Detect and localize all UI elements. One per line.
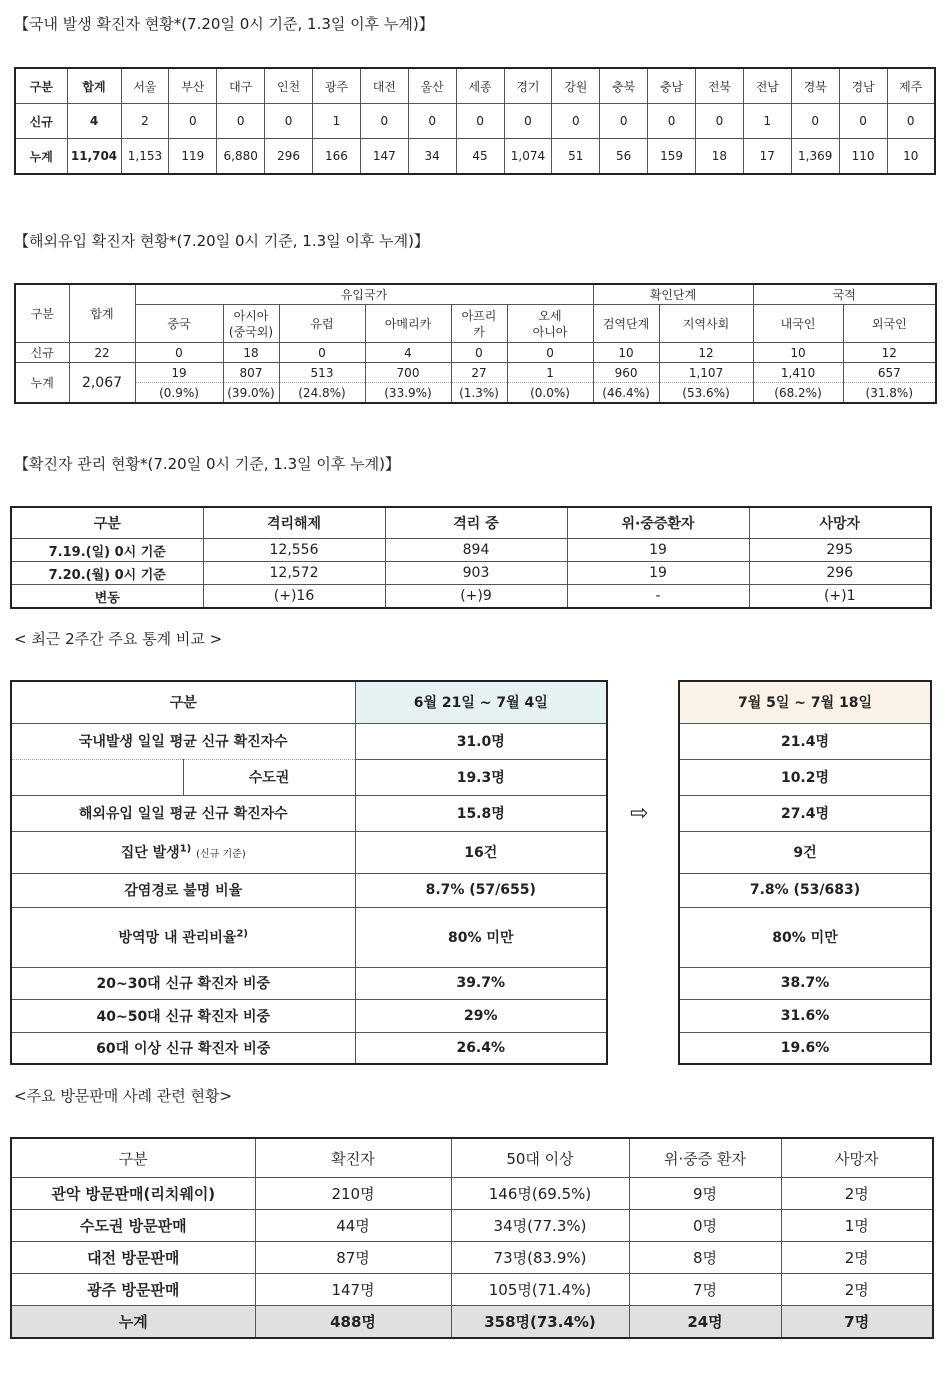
domestic-header-cell: 대구: [217, 68, 265, 104]
table-cell: 1: [313, 104, 361, 139]
table-row: [11, 1242, 933, 1274]
footnote-mark: 1): [179, 843, 192, 855]
table-cell: (+)16: [203, 585, 385, 609]
table-cell: (39.0%): [223, 383, 279, 404]
table-cell: 73명(83.9%): [451, 1242, 629, 1274]
row-label: 7.20.(월) 0시 기준: [11, 562, 203, 585]
row-label: 대전 방문판매: [11, 1242, 255, 1274]
table-cell: 0: [552, 104, 600, 139]
table-cell: 19: [567, 539, 749, 562]
table-cell: 27: [451, 363, 507, 383]
table-cell: 0: [135, 343, 223, 363]
row-label: 관악 방문판매(리치웨이): [11, 1178, 255, 1210]
visit-sales-header-cell: 구분: [11, 1138, 255, 1178]
table-cell: 10.2명: [679, 759, 931, 795]
table-cell: 146명(69.5%): [451, 1178, 629, 1210]
table-row: [11, 873, 607, 907]
visit-sales-header-cell: 50대 이상: [451, 1138, 629, 1178]
table-cell: 19.6%: [679, 1032, 931, 1064]
table-row: [679, 831, 931, 873]
domestic-header-cell: 구분: [15, 68, 67, 104]
table-cell: 39.7%: [355, 967, 607, 999]
table-cell: 18: [696, 139, 744, 175]
row-label: 변동: [11, 585, 203, 609]
table-cell: 1: [743, 104, 791, 139]
table-cell: 296: [749, 562, 931, 585]
table-cell: (24.8%): [279, 383, 365, 404]
table-row: [11, 907, 607, 967]
table-cell: 0: [507, 343, 593, 363]
row-label-text: 감염경로 불명 비율: [124, 883, 243, 899]
table-row: [11, 795, 607, 831]
table-cell: 4: [365, 343, 451, 363]
table-cell: 2명: [781, 1178, 933, 1210]
domestic-table: [14, 67, 936, 175]
table-cell: 12,556: [203, 539, 385, 562]
table-cell: 8명: [629, 1242, 781, 1274]
overseas-cum-label: 누계: [15, 363, 69, 404]
table-cell: 147명: [255, 1274, 451, 1306]
row-label: 7.19.(일) 0시 기준: [11, 539, 203, 562]
domestic-header-cell: 경남: [839, 68, 887, 104]
overseas-h-gubun: 구분: [15, 284, 69, 343]
table-cell: 29%: [355, 999, 607, 1032]
overseas-sub-header: 지역사회: [659, 305, 753, 343]
table-cell: 34: [408, 139, 456, 175]
table-cell: 7.8% (53/683): [679, 873, 931, 907]
table-row: [11, 1210, 933, 1242]
table-cell: 0: [408, 104, 456, 139]
table-cell: 960: [593, 363, 659, 383]
overseas-sub-header: 아메리카: [365, 305, 451, 343]
table-cell: 87명: [255, 1242, 451, 1274]
table-cell: (0.0%): [507, 383, 593, 404]
domestic-header-cell: 광주: [313, 68, 361, 104]
table-cell: 19: [135, 363, 223, 383]
row-label-note: (신규 기준): [196, 849, 246, 860]
table-row: [679, 759, 931, 795]
overseas-new-label: 신규: [15, 343, 69, 363]
table-cell: 210명: [255, 1178, 451, 1210]
table-cell: 12: [659, 343, 753, 363]
table-cell: 0: [360, 104, 408, 139]
table-cell: 80% 미만: [355, 907, 607, 967]
row-label: 누계: [15, 139, 67, 175]
row-label-text: 집단 발생: [120, 845, 180, 861]
table-cell: 6,880: [217, 139, 265, 175]
table-cell: 807: [223, 363, 279, 383]
table-cell: 119: [169, 139, 217, 175]
visit-sales-table: [10, 1137, 934, 1339]
row-label: [11, 723, 355, 759]
table-cell: 8.7% (57/655): [355, 873, 607, 907]
table-cell: 0: [839, 104, 887, 139]
compare-table-left: [10, 680, 608, 1065]
table-row: [11, 1274, 933, 1306]
table-cell: 894: [385, 539, 567, 562]
management-header-cell: 격리해제: [203, 507, 385, 539]
table-row: [679, 795, 931, 831]
table-cell: 26.4%: [355, 1032, 607, 1064]
domestic-header-cell: 합계: [67, 68, 121, 104]
domestic-header-cell: 전북: [696, 68, 744, 104]
table-cell: 0: [696, 104, 744, 139]
table-cell: 19: [567, 562, 749, 585]
overseas-h-total: 합계: [69, 284, 135, 343]
table-cell: 80% 미만: [679, 907, 931, 967]
arrow-right-icon: ⇨: [630, 801, 649, 826]
table-cell: 10: [887, 139, 935, 175]
table-cell: 700: [365, 363, 451, 383]
domestic-header-cell: 제주: [887, 68, 935, 104]
table-cell: (+)9: [385, 585, 567, 609]
row-label: [11, 1032, 355, 1064]
domestic-header-cell: 경기: [504, 68, 552, 104]
table-row: [11, 1032, 607, 1064]
table-cell: 1,153: [121, 139, 169, 175]
table-cell: 513: [279, 363, 365, 383]
overseas-cum-total: 2,067: [69, 363, 135, 404]
visit-sales-title: <주요 방문판매 사례 관련 현황>: [14, 1087, 233, 1105]
management-header-cell: 격리 중: [385, 507, 567, 539]
table-cell: 0: [169, 104, 217, 139]
table-cell: (46.4%): [593, 383, 659, 404]
row-label-text: 20~30대 신규 확진자 비중: [96, 976, 270, 992]
table-cell: 2명: [781, 1274, 933, 1306]
overseas-sub-header: 오세 아니아: [507, 305, 593, 343]
row-label-text: 해외유입 일일 평균 신규 확진자수: [78, 806, 288, 822]
row-label: 광주 방문판매: [11, 1274, 255, 1306]
table-cell: 0: [217, 104, 265, 139]
table-cell: 45: [456, 139, 504, 175]
domestic-header-cell: 서울: [121, 68, 169, 104]
compare-h-period2: 7월 5일 ~ 7월 18일: [679, 681, 931, 723]
table-cell: 147: [360, 139, 408, 175]
table-row: [679, 723, 931, 759]
table-cell: (31.8%): [843, 383, 936, 404]
management-title: 【확진자 관리 현황*(7.20일 0시 기준, 1.3일 이후 누계)】: [14, 455, 400, 473]
table-cell: 295: [749, 539, 931, 562]
table-cell: 38.7%: [679, 967, 931, 999]
overseas-sub-header: 중국: [135, 305, 223, 343]
compare-h-gubun: 구분: [11, 681, 355, 723]
table-cell: 9건: [679, 831, 931, 873]
total-label: 누계: [11, 1306, 255, 1339]
table-row-total: [11, 1306, 933, 1339]
table-cell: 1,074: [504, 139, 552, 175]
overseas-sub-header: 외국인: [843, 305, 936, 343]
row-label: [11, 795, 355, 831]
management-header-cell: 구분: [11, 507, 203, 539]
table-cell: 1,410: [753, 363, 843, 383]
row-label: 신규: [15, 104, 67, 139]
overseas-table: [14, 283, 937, 404]
table-cell: 2명: [781, 1242, 933, 1274]
table-cell: 21.4명: [679, 723, 931, 759]
domestic-header-cell: 전남: [743, 68, 791, 104]
table-row: [11, 967, 607, 999]
table-row: [11, 1178, 933, 1210]
overseas-sub-header: 유럽: [279, 305, 365, 343]
table-cell: 16건: [355, 831, 607, 873]
row-label: [11, 831, 355, 873]
table-cell: 0: [456, 104, 504, 139]
row-label: [11, 967, 355, 999]
table-cell: 27.4명: [679, 795, 931, 831]
table-cell: 19.3명: [355, 759, 607, 795]
domestic-header-cell: 세종: [456, 68, 504, 104]
table-row: [679, 1032, 931, 1064]
table-cell: 17: [743, 139, 791, 175]
domestic-header-cell: 충북: [600, 68, 648, 104]
compare-h-period1: 6월 21일 ~ 7월 4일: [355, 681, 607, 723]
table-cell: 7명: [629, 1274, 781, 1306]
table-cell: 10: [753, 343, 843, 363]
table-cell: (0.9%): [135, 383, 223, 404]
table-cell: 0: [648, 104, 696, 139]
visit-sales-header-cell: 위·중증 환자: [629, 1138, 781, 1178]
table-cell: 105명(71.4%): [451, 1274, 629, 1306]
visit-sales-header-cell: 확진자: [255, 1138, 451, 1178]
total-cell: 7명: [781, 1306, 933, 1339]
table-cell: 296: [265, 139, 313, 175]
table-cell: 0명: [629, 1210, 781, 1242]
table-cell: 0: [451, 343, 507, 363]
table-row: [11, 585, 931, 609]
domestic-title: 【국내 발생 확진자 현황*(7.20일 0시 기준, 1.3일 이후 누계)】: [14, 15, 434, 33]
row-label-text: 국내발생 일일 평균 신규 확진자수: [78, 734, 288, 750]
overseas-sub-header: 내국인: [753, 305, 843, 343]
row-label-text: 40~50대 신규 확진자 비중: [96, 1008, 270, 1025]
table-cell: 44명: [255, 1210, 451, 1242]
management-table: [10, 506, 932, 609]
domestic-header-cell: 충남: [648, 68, 696, 104]
table-row: [11, 759, 607, 795]
table-cell: 4: [67, 104, 121, 139]
table-cell: 0: [791, 104, 839, 139]
table-cell: 0: [279, 343, 365, 363]
table-cell: 0: [504, 104, 552, 139]
overseas-sub-header: 아시아 (중국외): [223, 305, 279, 343]
row-label-text: 방역망 내 관리비율: [118, 930, 237, 946]
table-cell: -: [567, 585, 749, 609]
table-cell: 31.6%: [679, 999, 931, 1032]
table-row: [11, 831, 607, 873]
overseas-sub-header: 검역단계: [593, 305, 659, 343]
row-label: [11, 873, 355, 907]
table-cell: 0: [600, 104, 648, 139]
table-cell: 9명: [629, 1178, 781, 1210]
table-cell: (33.9%): [365, 383, 451, 404]
domestic-header-cell: 울산: [408, 68, 456, 104]
table-cell: 1명: [781, 1210, 933, 1242]
domestic-header-cell: 경북: [791, 68, 839, 104]
row-label: [11, 999, 355, 1032]
compare-table-right: [678, 680, 932, 1065]
overseas-title: 【해외유입 확진자 현황*(7.20일 0시 기준, 1.3일 이후 누계)】: [14, 232, 429, 250]
table-cell: 34명(77.3%): [451, 1210, 629, 1242]
table-cell: (+)1: [749, 585, 931, 609]
domestic-header-cell: 인천: [265, 68, 313, 104]
row-label: 수도권: [183, 759, 355, 795]
table-cell: 1,369: [791, 139, 839, 175]
blank-cell: [11, 759, 183, 795]
table-cell: (68.2%): [753, 383, 843, 404]
row-label-text: 60대 이상 신규 확진자 비중: [96, 1040, 271, 1057]
table-row: [11, 539, 931, 562]
table-cell: 657: [843, 363, 936, 383]
table-cell: 0: [887, 104, 935, 139]
row-label: 수도권 방문판매: [11, 1210, 255, 1242]
table-cell: 2: [121, 104, 169, 139]
table-row: [679, 967, 931, 999]
table-cell: 51: [552, 139, 600, 175]
table-row: [15, 139, 935, 175]
total-cell: 358명(73.4%): [451, 1306, 629, 1339]
table-row: [679, 907, 931, 967]
domestic-header-cell: 강원: [552, 68, 600, 104]
table-cell: 110: [839, 139, 887, 175]
table-cell: 0: [265, 104, 313, 139]
domestic-header-cell: 부산: [169, 68, 217, 104]
domestic-header-cell: 대전: [360, 68, 408, 104]
table-cell: 1,107: [659, 363, 753, 383]
overseas-new-total: 22: [69, 343, 135, 363]
table-cell: 12: [843, 343, 936, 363]
table-row: [15, 104, 935, 139]
table-row: [11, 723, 607, 759]
table-cell: 12,572: [203, 562, 385, 585]
table-cell: 159: [648, 139, 696, 175]
table-row: [11, 562, 931, 585]
table-cell: 166: [313, 139, 361, 175]
total-cell: 488명: [255, 1306, 451, 1339]
total-cell: 24명: [629, 1306, 781, 1339]
table-cell: 56: [600, 139, 648, 175]
table-cell: (53.6%): [659, 383, 753, 404]
table-cell: 903: [385, 562, 567, 585]
table-cell: (1.3%): [451, 383, 507, 404]
management-header-cell: 위·중증환자: [567, 507, 749, 539]
table-cell: 11,704: [67, 139, 121, 175]
table-row: [11, 999, 607, 1032]
compare-title: < 최근 2주간 주요 통계 비교 >: [14, 630, 223, 648]
management-header-cell: 사망자: [749, 507, 931, 539]
table-cell: 10: [593, 343, 659, 363]
table-cell: 31.0명: [355, 723, 607, 759]
visit-sales-header-cell: 사망자: [781, 1138, 933, 1178]
table-cell: 18: [223, 343, 279, 363]
table-cell: 1: [507, 363, 593, 383]
overseas-sub-header: 아프리 카: [451, 305, 507, 343]
overseas-group-country: 유입국가: [135, 284, 593, 305]
table-row: [679, 999, 931, 1032]
row-label: [11, 907, 355, 967]
table-cell: 15.8명: [355, 795, 607, 831]
table-row: [679, 873, 931, 907]
overseas-group-stage: 확인단계: [593, 284, 753, 305]
overseas-group-nationality: 국적: [753, 284, 936, 305]
footnote-mark: 2): [236, 928, 248, 940]
